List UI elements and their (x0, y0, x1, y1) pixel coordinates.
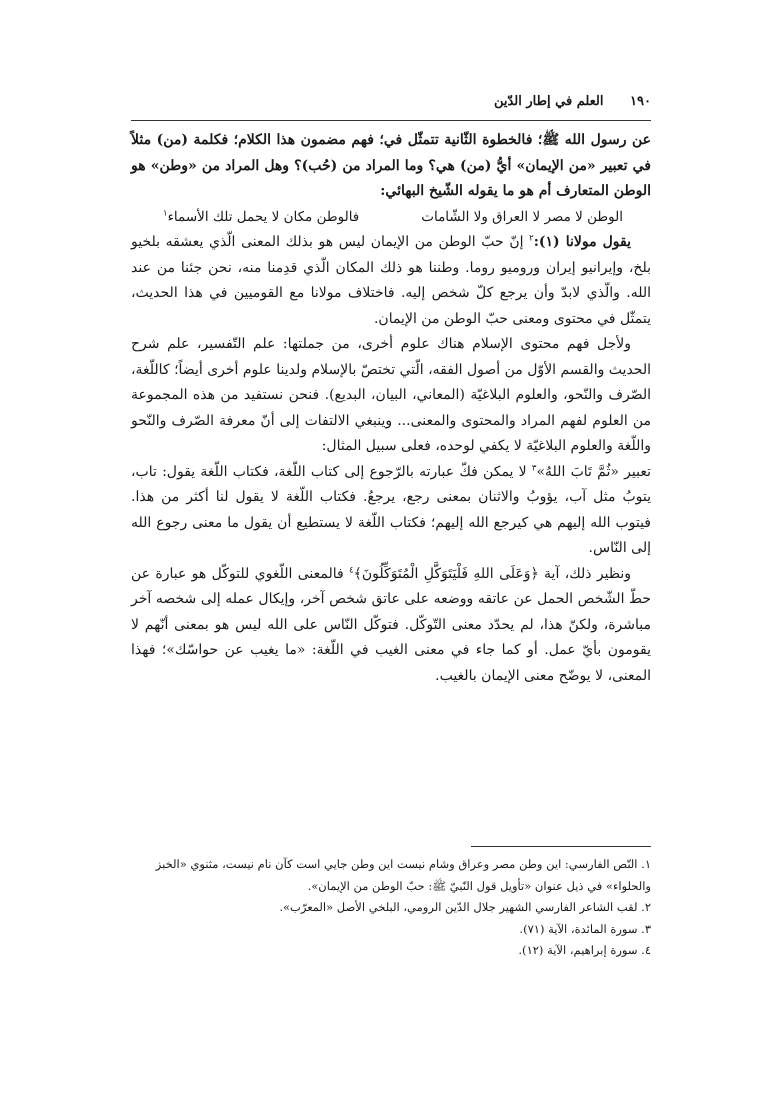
paragraph-5-lead: ونظير ذلك، آية ﴿وَعَلَى اللهِ فَلْيَتَوَكَّلِ الْمُتَوَكِّلُونَ﴾ (353, 565, 631, 582)
header-title: العلم في إطار الدّين (493, 94, 604, 109)
footnote-divider (471, 846, 651, 847)
poem-verse (131, 205, 651, 231)
footnote-ref-3: ٣ (531, 462, 537, 473)
footnote-ref-2: ٢ (529, 233, 534, 244)
paragraph-5-body: فالمعنى اللّغوي للتوكّل هو عبارة عن حطّ الشّخص الحمل عن عاتقه ووضعه على عاتق شخص آخر، وإيكال عمله إلى شخصه آخر مباشرة، ولكنّ هذا، لم يحدّد معنى التّوكّل. فتوكّل النّاس على الله ليس هو بمعنى أنّهم لا يقومون بأيّ عمل. أو كما جاء في معنى الغيب في اللّغة: «ما يغيب عن حواسّك»؛ فهذا المعنى، لا يوضّح معنى الإيمان بالغيب. (131, 565, 651, 684)
footnote-ref-1: ١ (163, 208, 168, 218)
paragraph-4 (131, 460, 651, 562)
paragraph-4-body: لا يمكن فكّ عبارته بالرّجوع إلى كتاب اللّغة، فكتاب اللّغة يقول: تاب، يتوبُ مثل آب، يؤوبُ والاثنان بمعنى رجع، يرجعُ. فكتاب اللّغة لا يقول لنا أكثر من هذا. فيتوب الله إليهم هي كيرجع الله إليهم؛ فكتاب اللّغة لا يستطيع أن يقول ما معنى رجوع الله إلى النّاس. (131, 463, 651, 556)
footnote-4: ٤. سورة إبراهيم، الآية (١٢). (518, 943, 651, 957)
page-number: ١٩٠ (630, 94, 651, 109)
paragraph-2-lead: يقول مولانا (١): (533, 234, 631, 250)
verse-hemistich-2: فالوطن مكان لا يحمل تلك الأسماء$^١$ (163, 208, 360, 225)
footnote-2: ٢. لقب الشاعر الفارسي الشهير جلال الدّين الرومي، البلخي الأصل «المعرّب». (279, 900, 651, 914)
paragraph-3: ولأجل فهم محتوى الإسلام هناك علوم أخرى، من جملتها: علم التّفسير، علم شرح الحديث والقسم الأوّل من أصول الفقه، الّتي تختصّ بالإسلام ولدينا علوم أخرى أيضاً؛ كاللّغة، الصّرف والنّحو، والعلوم البلاغيّة (المعاني، البيان، البديع). فنحن نستفيد من هذه المجموعة من العلوم لفهم المراد والمحتوى والمعنى... وينبغي الالتفات إلى أنّ معرفة الصّرف والنّحو واللّغة والعلوم البلاغيّة لا يكفي لوحده، فعلى سبيل المثال: (131, 336, 651, 454)
footnote-ref-4: ٤ (349, 564, 354, 575)
footnotes (131, 854, 651, 962)
footnote-1: ١. النّص الفارسي: اين وطن مصر وعراق وشام نيست اين وطن جايي است كآن نام نيست، مثنوي «الخبز والحلواء» في ذيل عنوان «تأويل قول النّبيّ ﷺ: حبّ الوطن من الإيمان». (155, 857, 651, 893)
paragraph-1: عن رسول الله ﷺ؛ فالخطوة الثّانية تتمثّل في؛ فهم مضمون هذا الكلام؛ فكلمة (من) مثلاً في تعبير «من الإيمان» أيُّ (من) هي؟ وما المراد من (حُب)؟ وهل المراد من «وطن» هو الوطن المتعارف أم هو ما يقوله الشّيخ البهائي: (131, 132, 651, 199)
paragraph-2-body: إنّ حبّ الوطن من الإيمان ليس هو بذلك المعنى الّذي يعشقه بلخيو بلخ، وإيرانيو إيران وروميو روما. وطننا هو ذلك المكان الّذي قدِمنا منه، نحن جئنا من عند الله. والّذي لابدّ وأن يرجع كلّ شخص إليه. فاختلاف مولانا مع القوميين في هذا الحديث، يتمثّل في محتوى ومعنى حبّ الوطن من الإيمان. (131, 234, 651, 327)
verse-hemistich-1: الوطن لا مصر لا العراق ولا الشّامات (421, 208, 623, 225)
paragraph-5 (131, 562, 651, 690)
paragraph-2 (131, 230, 651, 332)
body-text (131, 128, 651, 689)
footnote-3: ٣. سورة المائدة، الآية (٧١). (519, 921, 651, 936)
paragraph-4-lead: تعبير «ثُمَّ تَابَ اللهُ» (536, 463, 651, 480)
running-header (131, 94, 651, 121)
